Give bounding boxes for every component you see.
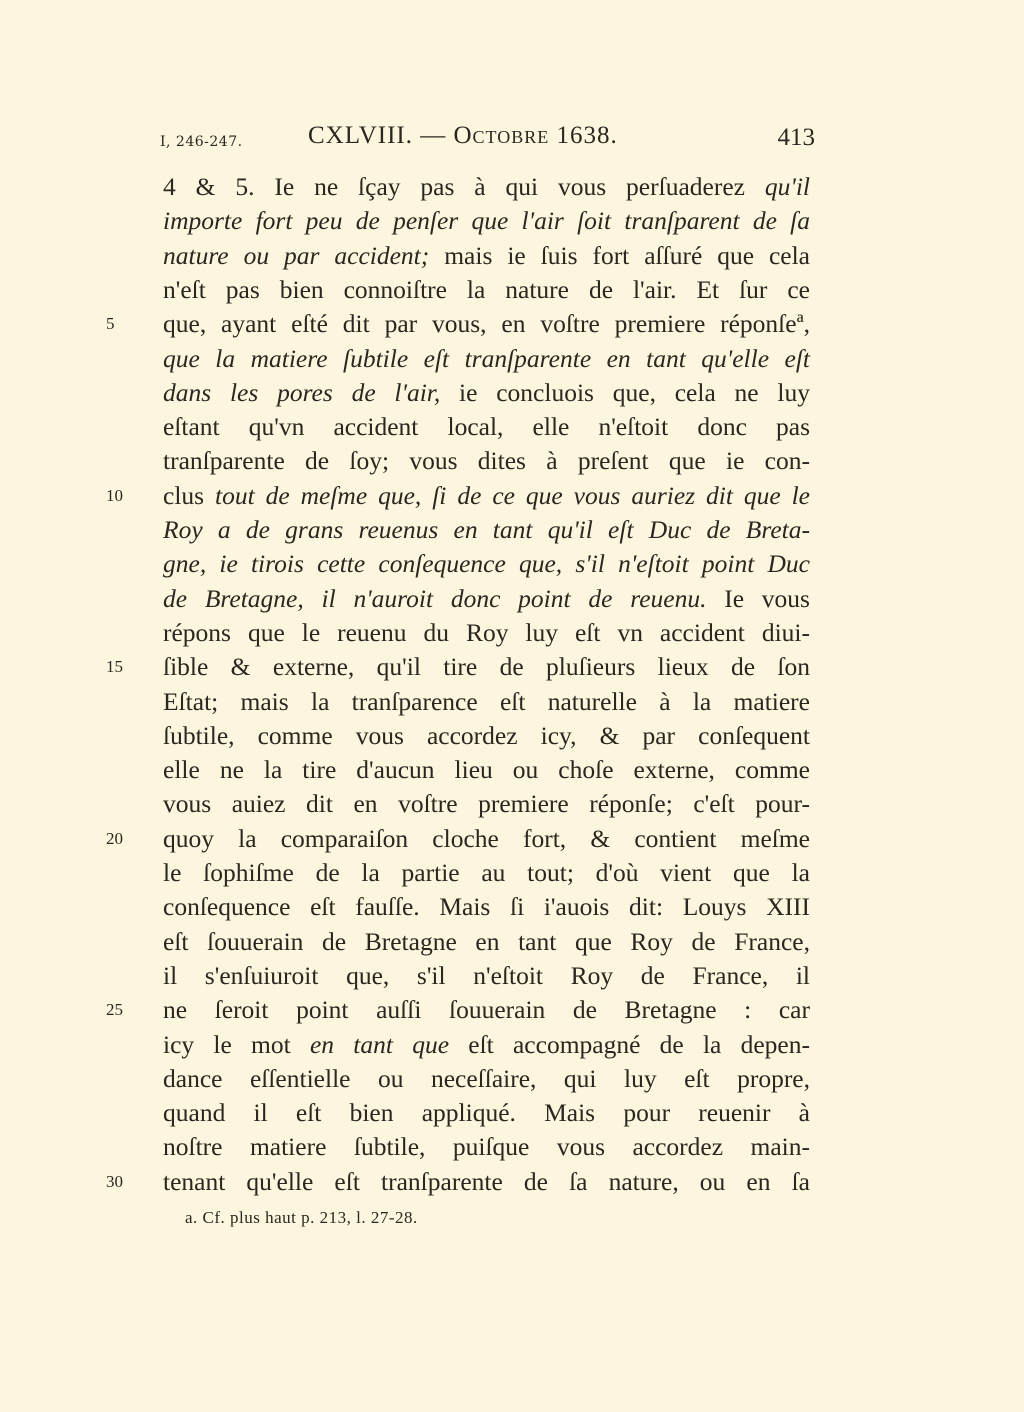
text-segment: eſt ſouuerain de Bretagne en tant que Roy de France,: [163, 926, 810, 956]
text-segment: répons que le reuenu du Roy luy eſt vn accident diui-: [163, 617, 810, 647]
text-line: [163, 685, 810, 719]
footnote: a. Cf. plus haut p. 213, l. 27-28.: [185, 1208, 418, 1227]
text-line: [163, 787, 810, 821]
italic-segment: tout de meſme que, ſi de ce que vous auriez dit que le: [215, 480, 810, 510]
italic-segment: que la matiere ſubtile eſt tranſparente en tant qu'elle eſt: [163, 343, 810, 373]
text-segment: ſible & externe, qu'il tire de pluſieurs lieux de ſon: [163, 652, 810, 682]
text-line: [163, 959, 810, 993]
italic-segment: qu'il: [764, 172, 810, 201]
text-line: [163, 1062, 810, 1096]
text-line: [163, 993, 810, 1027]
text-line: [163, 307, 810, 341]
text-segment: 4 & 5. Ie ne ſçay pas à qui vous perſuaderez: [163, 172, 765, 201]
text-segment: icy le mot: [163, 1029, 310, 1059]
line-number: 10: [106, 485, 123, 505]
line-number: 5: [106, 314, 115, 334]
running-title: [308, 122, 618, 150]
text-line: [163, 856, 810, 890]
text-segment: clus: [163, 480, 216, 510]
text-line: [163, 616, 810, 650]
text-segment: Ie vous: [706, 583, 810, 613]
text-line: [163, 342, 810, 376]
text-line: [163, 582, 810, 616]
text-line: [163, 650, 810, 684]
volume-reference: I, 246-247.: [160, 134, 243, 150]
line-number: 15: [106, 657, 123, 677]
year: 1638.: [549, 122, 618, 149]
text-segment: quand il eſt bien appliqué. Mais pour reuenir à: [163, 1098, 810, 1128]
italic-segment: dans les pores de l'air,: [163, 377, 441, 407]
line-number: 30: [106, 1171, 123, 1191]
text-segment: mais ie ſuis fort aſſuré que cela: [429, 240, 811, 270]
page-number: 413: [777, 124, 815, 151]
text-segment: tenant qu'elle eſt tranſparente de ſa nature, ou en ſa: [163, 1166, 810, 1196]
text-segment: eſt accompagné de la depen-: [449, 1029, 810, 1059]
text-line: [163, 204, 810, 238]
text-line: [163, 410, 810, 444]
italic-segment: gne, ie tirois cette conſequence que, s'il n'eſtoit point Duc: [163, 549, 810, 579]
text-segment: ſubtile, comme vous accordez icy, & par conſequent: [163, 720, 810, 750]
text-segment: noſtre matiere ſubtile, puiſque vous accordez main-: [163, 1132, 810, 1162]
text-line: [163, 479, 810, 513]
text-line: [163, 376, 810, 410]
line-number: 25: [106, 1000, 123, 1020]
text-segment: ie concluois que, cela ne luy: [440, 377, 810, 407]
text-segment: dance eſſentielle ou neceſſaire, qui luy eſt propre,: [163, 1063, 810, 1093]
text-segment: eſtant qu'vn accident local, elle n'eſtoit donc pas: [163, 412, 810, 442]
text-segment: n'eſt pas bien connoiſtre la nature de l'air. Et ſur ce: [163, 274, 810, 304]
text-line: [163, 444, 810, 478]
text-line: [163, 547, 810, 581]
text-line: [163, 925, 810, 959]
italic-segment: Roy a de grans reuenus en tant qu'il eſt Duc de Breta-: [163, 515, 810, 544]
text-line: [163, 170, 810, 204]
text-line: [163, 753, 810, 787]
text-line: [163, 1096, 810, 1130]
text-line: [163, 719, 810, 753]
line-number: 20: [106, 828, 123, 848]
text-segment: le ſophiſme de la partie au tout; d'où vient que la: [163, 858, 810, 887]
text-segment: il s'enſuiuroit que, s'il n'eſtoit Roy de France, il: [163, 960, 810, 990]
text-segment: tranſparente de ſoy; vous dites à preſent que ie con-: [163, 446, 810, 476]
text-line: [163, 1165, 810, 1199]
text-line: [163, 1028, 810, 1062]
text-segment: que, ayant eſté dit par vous, en voſtre premiere réponſeª,: [163, 309, 810, 339]
text-line: [163, 273, 810, 307]
italic-segment: en tant que: [309, 1029, 450, 1059]
text-line: [163, 1130, 810, 1164]
letter-number: CXLVIII. —: [308, 122, 454, 149]
text-segment: quoy la comparaiſon cloche fort, & contient meſme: [163, 823, 810, 853]
text-segment: Eſtat; mais la tranſparence eſt naturelle à la matiere: [163, 686, 810, 716]
italic-segment: importe fort peu de penſer que l'air ſoit tranſparent de ſa: [163, 206, 810, 236]
text-segment: conſequence eſt fauſſe. Mais ſi i'auois dit: Louys XIII: [163, 892, 810, 922]
text-segment: vous auiez dit en voſtre premiere réponſe; c'eſt pour-: [163, 789, 810, 819]
text-line: [163, 822, 810, 856]
italic-segment: de Bretagne, il n'auroit donc point de reuenu.: [163, 583, 707, 613]
running-header: [160, 122, 815, 162]
text-segment: elle ne la tire d'aucun lieu ou choſe externe, comme: [163, 755, 810, 785]
italic-segment: nature ou par accident;: [163, 240, 430, 270]
text-line: [163, 239, 810, 273]
text-segment: ne ſeroit point auſſi ſouuerain de Bretagne : car: [163, 995, 810, 1025]
text-line: [163, 890, 810, 924]
month: Octobre: [453, 122, 550, 149]
text-line: [163, 513, 810, 547]
